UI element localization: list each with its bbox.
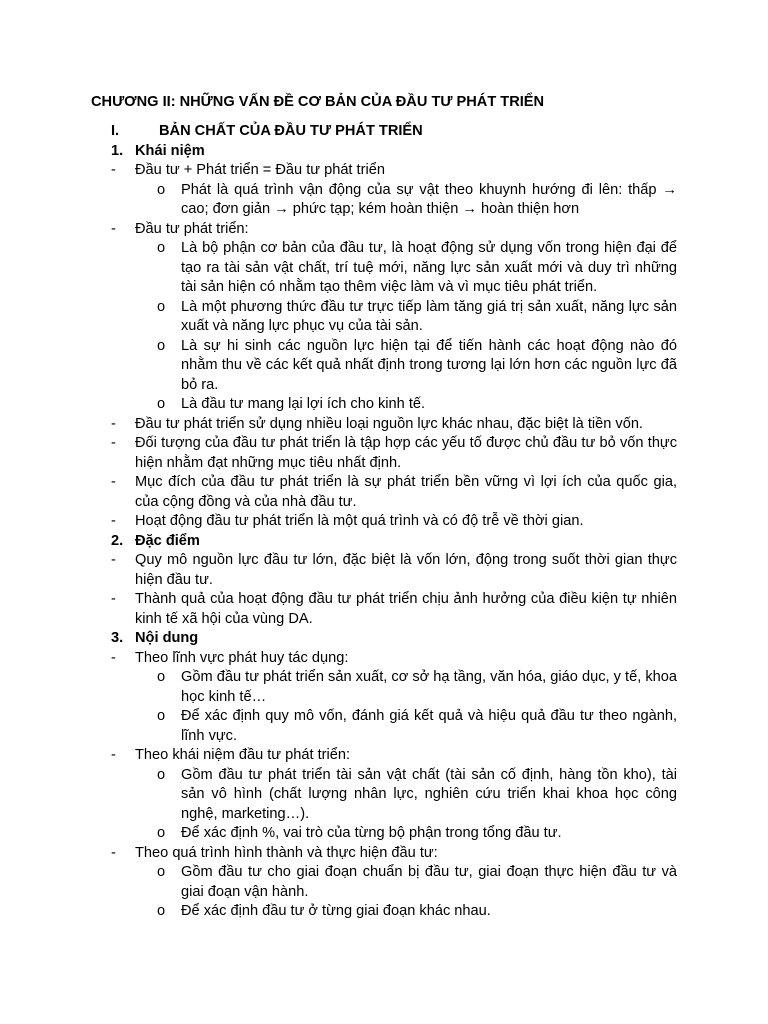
bullet-item — [111, 590, 677, 629]
sub-bullet-item — [157, 668, 677, 707]
bullet-text: Đối tượng của đầu tư phát triển là tập hợp các yếu tố được chủ đầu tư bỏ vốn thực hiện nhằm đạt những mục tiêu nhất định. — [135, 435, 677, 471]
bullet-text: Đầu tư + Phát triển = Đầu tư phát triển — [135, 162, 385, 178]
circle-bullet: o — [157, 708, 166, 724]
dash-bullet: - — [111, 415, 116, 432]
dash-bullet: - — [111, 513, 116, 529]
sub-bullet-text: Là một phương thức đầu tư trực tiếp làm tăng giá trị sản xuất, năng lực sản xuất và năng lực phục vụ của tài sản. — [181, 298, 677, 334]
circle-bullet: o — [157, 396, 166, 412]
dash-bullet: - — [111, 552, 116, 568]
dash-bullet: - — [111, 474, 116, 490]
section-heading — [111, 122, 677, 142]
sub-bullet-item — [157, 863, 677, 902]
bullet-text: Theo quá trình hình thành và thực hiện đầu tư: — [135, 844, 438, 861]
circle-bullet: o — [157, 864, 166, 880]
bullet-item — [111, 434, 677, 473]
circle-bullet: o — [157, 298, 166, 315]
sub-bullet-text: Để xác định đầu tư ở từng giai đoạn khác nhau. — [181, 903, 491, 919]
sub-bullet-item — [157, 824, 677, 844]
dash-bullet: - — [111, 649, 116, 666]
sub-bullet-item — [157, 395, 677, 415]
circle-bullet: o — [157, 825, 166, 841]
sub-bullet-item — [157, 766, 677, 825]
subsection-heading — [111, 629, 677, 649]
circle-bullet: o — [157, 181, 166, 198]
bullet-text: Đầu tư phát triển: — [135, 220, 249, 237]
sub-bullet-text: Để xác định %, vai trò của từng bộ phận trong tổng đầu tư. — [181, 825, 562, 841]
bullet-text: Hoạt động đầu tư phát triển là một quá trình và có độ trễ về thời gian. — [135, 513, 584, 529]
bullet-item — [111, 473, 677, 512]
circle-bullet: o — [157, 669, 166, 685]
sub-bullet-item — [157, 239, 677, 298]
dash-bullet: - — [111, 220, 116, 237]
bullet-item — [111, 649, 677, 669]
sub-bullet-text: Là sự hi sinh các nguồn lực hiện tại để tiến hành các hoạt động nào đó nhằm thu về các kết quả nhất định trong tương lại lớn hơn các nguồn lực đã bỏ ra. — [181, 337, 677, 393]
bullet-text: Quy mô nguồn lực đầu tư lớn, đặc biệt là vốn lớn, động trong suốt thời gian thực hiện đầu tư. — [135, 552, 677, 588]
dash-bullet: - — [111, 844, 116, 861]
sub-bullet-text: Gồm đầu tư phát triển sản xuất, cơ sở hạ tầng, văn hóa, giáo dục, y tế, khoa học kinh tế… — [181, 669, 677, 705]
bullet-item — [111, 161, 677, 181]
bullet-text: Thành quả của hoạt động đầu tư phát triển chịu ảnh hưởng của điều kiện tự nhiên kinh tế xã hội của vùng DA. — [135, 591, 677, 627]
section-number: I. — [111, 123, 120, 139]
bullet-text: Mục đích của đầu tư phát triển là sự phát triển bền vững vì lợi ích của quốc gia, của cộng đồng và của nhà đầu tư. — [135, 474, 677, 510]
circle-bullet: o — [157, 903, 166, 919]
sub-bullet-text: Là đầu tư mang lại lợi ích cho kinh tế. — [181, 396, 426, 412]
bullet-item — [111, 746, 677, 766]
bullet-text: Theo khái niệm đầu tư phát triển: — [135, 747, 351, 763]
subsection-number: 2. — [111, 532, 124, 549]
dash-bullet: - — [111, 591, 116, 607]
sub-bullet-text: Gồm đầu tư phát triển tài sản vật chất (tài sản cố định, hàng tồn kho), tài sản vô hình (chất lượng nhân lực, nghiên cứu triển khai khoa học công nghệ, marketing…). — [181, 766, 677, 822]
subsection-title: Đặc điểm — [135, 532, 200, 549]
bullet-text: Theo lĩnh vực phát huy tác dụng: — [135, 649, 349, 666]
dash-bullet: - — [111, 747, 116, 763]
dash-bullet: - — [111, 435, 116, 451]
sub-bullet-item — [157, 337, 677, 396]
subsection-title: Khái niệm — [135, 142, 205, 159]
dash-bullet: - — [111, 162, 116, 178]
circle-bullet: o — [157, 240, 166, 256]
sub-bullet-text: Phát là quá trình vận động của sự vật theo khuynh hướng đi lên: thấp → cao; đơn giản → phức tạp; kém hoàn thiện → hoàn thiện hơn — [181, 181, 677, 217]
sub-bullet-item — [157, 181, 677, 220]
bullet-item — [111, 551, 677, 590]
sub-bullet-item — [157, 902, 677, 922]
circle-bullet: o — [157, 766, 166, 783]
subsection-number: 3. — [111, 630, 124, 646]
bullet-item — [111, 844, 677, 864]
section-title: BẢN CHẤT CỦA ĐẦU TƯ PHÁT TRIỂN — [159, 123, 423, 139]
circle-bullet: o — [157, 337, 166, 354]
subsection-number: 1. — [111, 142, 124, 159]
sub-bullet-item — [157, 707, 677, 746]
chapter-title: CHƯƠNG II: NHỮNG VẤN ĐỀ CƠ BẢN CỦA ĐẦU TƯ PHÁT TRIỂN — [91, 94, 545, 110]
sub-bullet-item — [157, 298, 677, 337]
subsection-heading — [111, 142, 677, 162]
bullet-item — [111, 512, 677, 532]
sub-bullet-text: Để xác định quy mô vốn, đánh giá kết quả và hiệu quả đầu tư theo ngành, lĩnh vực. — [181, 708, 677, 744]
bullet-text: Đầu tư phát triển sử dụng nhiều loại nguồn lực khác nhau, đặc biệt là tiền vốn. — [135, 415, 643, 432]
subsection-title: Nội dung — [135, 630, 199, 646]
bullet-item — [111, 220, 677, 240]
bullet-item — [111, 415, 677, 435]
sub-bullet-text: Là bộ phận cơ bản của đầu tư, là hoạt động sử dụng vốn trong hiện đại để tạo ra tài sản vật chất, trí tuệ mới, năng lực sản xuất mới và duy trì những tài sản hiện có nhằm tạo thêm việc làm và vì mục tiêu phát triển. — [181, 240, 677, 295]
subsection-heading — [111, 532, 677, 552]
document-body — [111, 122, 677, 922]
sub-bullet-text: Gồm đầu tư cho giai đoạn chuẩn bị đầu tư, giai đoạn thực hiện đầu tư và giai đoạn vận hành. — [181, 864, 677, 900]
